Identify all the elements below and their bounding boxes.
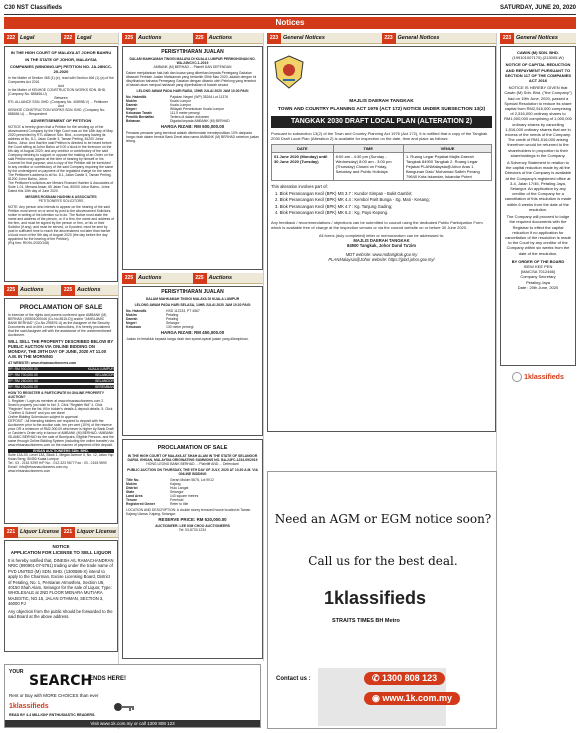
auctioneer-website[interactable]: www.ehsanauctioneers.com bbox=[8, 469, 51, 473]
detail-key: Keluasan Tanah bbox=[126, 111, 152, 115]
capital-reduction-notice bbox=[500, 46, 576, 366]
affected-areas bbox=[271, 184, 492, 217]
area-item: 2. Blok Perancangan Kecil (BPK) MK 4.4 : Kembol Parit Bunga - Sg. Mati - Kesang; bbox=[275, 197, 430, 202]
ad-call-to-action: Call us for the best deal. bbox=[308, 554, 458, 568]
notice-text: Dated this 10th day of June 2020. bbox=[8, 189, 59, 193]
section-code: 225 bbox=[122, 273, 136, 284]
phone-icon: ✆ bbox=[372, 673, 383, 683]
perisytiharan-jualan-2 bbox=[122, 286, 263, 436]
section-code: 225 bbox=[193, 33, 207, 44]
table-header-row bbox=[272, 145, 492, 153]
lot-state: SELANGOR bbox=[95, 373, 114, 377]
section-code: 222 bbox=[4, 33, 18, 44]
section-header-legal bbox=[4, 33, 118, 44]
notice-signature: PETITIONER'S SOLICITORS bbox=[38, 199, 84, 203]
auctioneer-email: Email : info@ehsanauctioneers.com.my bbox=[8, 465, 68, 469]
proclamation-of-sale-shah-alam bbox=[122, 439, 263, 659]
section-title: Auctions bbox=[208, 275, 233, 281]
proclamation-court: IN THE HIGH COURT OF MALAYA AT SHAH ALAM IN THE STATE OF SELANGOR DARUL EHSAN, MALAYSIA ORIGINATING SUMMONS NO. BA-24FC-1234-09/2019 bbox=[127, 454, 258, 462]
notice-court: DALAM MAHKAMAH TINGGI MALAYA DI KUALA LUMPUR bbox=[145, 297, 240, 301]
detail-key: Negeri bbox=[126, 107, 137, 111]
notices-banner: Notices bbox=[4, 17, 576, 29]
notice-text: Dalam menjalankan hak-hak dan kuasa yang diberikan kepada Pemegang Gadaian dibawah Perintah Jualan Mahkamah yang bertarikh 05hb Mac 2020, adalah dengan ini diisytiharkan bahawa Pemegang Gadaian dengan dibantu oleh Pelelong yang tersebut di bawah akan menjual hartanah yang diperihalkan di bawah secara bbox=[126, 71, 257, 87]
ad-contact-label: Contact us : bbox=[276, 676, 311, 682]
notice-title: NOTICE OF CAPITAL REDUCTION AND REPAYMENT PURSUANT TO SECTION 117 OF THE COMPANIES ACT 2016 bbox=[504, 62, 572, 84]
detail-key: Daerah bbox=[126, 103, 138, 107]
brand-name: 1klassifieds bbox=[524, 373, 564, 381]
council-website[interactable]: MDT website: www.mdtangkak.gov.my bbox=[345, 251, 418, 257]
notice-heading: COMPANIES (WINDING-UP) PETITION NO. JA-28NCC-20-2020 bbox=[9, 64, 113, 74]
section-title: Auctions bbox=[208, 35, 233, 41]
section-code: 223 bbox=[382, 33, 396, 44]
proclamation-parties: HONG LEONG BANK BERHAD ... Plaintiff AND ... Defendant bbox=[146, 462, 239, 466]
column-legal bbox=[4, 33, 119, 729]
inspection-schedule-table bbox=[271, 144, 492, 181]
detail-value: Refer to title bbox=[170, 502, 189, 506]
notice-date: Date : 20th June, 2020 bbox=[517, 284, 559, 290]
majlis-daerah-tangkak-notice bbox=[267, 46, 496, 432]
agm-egm-notice-ad[interactable] bbox=[267, 471, 497, 729]
detail-value: Kuala Lumpur bbox=[170, 99, 192, 103]
section-code: 225 bbox=[193, 273, 207, 284]
ad-your: YOUR bbox=[9, 669, 24, 675]
detail-value: Geran Mukim 5678, Lot 9012 bbox=[170, 478, 214, 482]
auctioneer-phone: Tel : 03 - 2161 9299 H/P No. : 012-323 9677 Fax : 03 - 2163 9690 bbox=[8, 461, 107, 465]
proclamation-auction: PUBLIC AUCTION ON THURSDAY, THE 9TH DAY OF JULY, 2020 AT 10.30 A.M. VIA ONLINE BIDDING bbox=[127, 468, 258, 476]
ad-brand-logo: 1klassifieds bbox=[324, 588, 427, 608]
column-general-notices-right bbox=[500, 33, 576, 729]
ad-partner-papers: STRAITS TIMES BH Metro bbox=[332, 618, 400, 624]
column-general-notices bbox=[267, 33, 497, 729]
detail-value: Pajakan Negeri (WP) 35264 Lot 11376 bbox=[170, 95, 228, 99]
section-header-auctions bbox=[122, 33, 263, 44]
detail-value: 130 meter persegi bbox=[166, 325, 194, 329]
column-header: DATE bbox=[272, 145, 334, 153]
section-header-general bbox=[500, 33, 576, 44]
detail-key: Mukim bbox=[126, 482, 137, 486]
detail-value: 143 square metres bbox=[170, 494, 199, 498]
section-title: General Notices bbox=[283, 35, 325, 41]
section-title: Legal bbox=[77, 35, 92, 41]
detail-value: Kuala Lumpur bbox=[170, 103, 192, 107]
notice-text: Jualan ini tertakluk kepada harga rizab dan syarat-syarat jualan yang dilampirkan. bbox=[126, 337, 249, 341]
council-name: MAJLIS DAERAH TANGKAK bbox=[349, 99, 414, 104]
column-header: VENUE bbox=[403, 145, 491, 153]
notice-title: PERISYTIHARAN JUALAN bbox=[161, 49, 224, 55]
proclamation-text: In exercise of the rights and powers conferred upon AMBANK (M) BERHAD (195501000046 (Co.No.8515-D)) and/or "AMISLAMIC BANK BERHAD" (Co.No.295576-U) as the Assignee of the Security Documents and on the Lender's instructions, it is hereby proclaimed that the said Assignee will with the assistance of the undermentioned Auctioneer. bbox=[8, 313, 112, 337]
feedback-note: Any feedback / recommendations / objections can be submitted to council using the dedicated Public Participation Form which is available free of charge at the inspection venues or via the council website on or before 30 June 2020. bbox=[271, 219, 483, 230]
website-url: www.1k.com.my bbox=[382, 693, 453, 703]
how-to-steps: 1. Register / Login as member at www.ehsanauctioneers.com 2. Search property you wish to bid. 3. Click "Register Bid" 4. Click "Register" from the list, fill in bidder's details & deposit details. 5. Click "Confirm & Submit" and you are done! bbox=[8, 399, 113, 415]
deposit-note: DEPOSIT : All intending bidders are required to deposit with the Auctioneer prior to the auction sale, ten per cent (10%) of the reserve price OR a minimum of RM2,000.00 whichever is higher by Bank Draft or Cashier's Order only in favour of AMBANK (M) BERHAD / AMBANK ISLAMIC BERHAD for the sale of Bumiputra, Eligible Persons, and the same through Online Bidding System (including the online transfer) via www.ehsanauctioneers.com on the manner of payment of the deposit. bbox=[8, 419, 114, 447]
perisytiharan-jualan-1 bbox=[122, 46, 263, 270]
detail-value: Petaling bbox=[166, 313, 179, 317]
notice-party: RTL ALLIANCE SDN. BHD. (Company No. 408998-V) ... Petitioner bbox=[8, 100, 109, 104]
lot-row bbox=[8, 367, 114, 371]
auctioneer-phone: Tel: 03-8733 1234 bbox=[178, 528, 207, 532]
deposit-note: Penawar-penawar yang berminat adalah dikehendaki mendepositkan 10% daripada harga rizab dalam bentuk Bank Deraf atas nama AMBANK (M) BERHAD sebelum jualan lelong. bbox=[126, 131, 259, 143]
car-key-icon bbox=[113, 701, 135, 713]
planning-act: TOWN AND COUNTRY PLANNING ACT 1976 (ACT 172) NOTICE UNDER SUBSECTION 13(2) bbox=[277, 107, 486, 112]
proclamation-auction: WILL SELL THE PROPERTY DESCRIBED BELOW BY PUBLIC AUCTION VIA ONLINE BIDDING ON MONDAY, THE 29TH DAY OF JUNE, 2020 AT 11.00 A.M. IN THE MORNING bbox=[8, 339, 114, 359]
liquor-subtitle: APPLICATION FOR LICENSE TO SELL LIQUOR bbox=[10, 550, 112, 555]
draft-plan-title: TANGKAK 2030 DRAFT LOCAL PLAN (ALTERATION 2) bbox=[271, 116, 492, 128]
detail-value: Freehold bbox=[170, 498, 184, 502]
detail-row bbox=[126, 325, 259, 329]
table-row bbox=[272, 153, 492, 181]
section-header-auctions bbox=[122, 273, 263, 284]
address-line: MAJLIS DAERAH TANGKAK bbox=[353, 237, 410, 243]
notice-parties: AMBANK (M) BERHAD ... Plaintif DAN DEFENDAN bbox=[153, 65, 232, 69]
ad-readership: READ BY 4.4 MILLION* ENTHUSIASTIC READERS. bbox=[9, 713, 96, 717]
detail-key: State bbox=[126, 490, 135, 494]
detail-key: No. Hakmilik bbox=[126, 309, 147, 313]
liquor-body: It is hereby notified that, DINESH A/L RAMACHANDRAN NRIC (890901-07-5761) trading under the trade name of PVD UNITED (M) SDN. BHD. (1300586-X) intend to apply to the Chairman, Excise Licensing Board, District of Petaling, No. 1, Persiaran Atmosfera, Section U5, 40150 Shah Alam, Selangor for the sale of Liquor, Type: WHOLESALE at 2ND FLOOR MENARA MUTIARA MAJESTIC, NO.15, JALAN OTHMAN, SECTION 3, 46000 PJ bbox=[8, 558, 114, 607]
column-auctions bbox=[122, 33, 264, 661]
masthead-left: C30 NST Classifieds bbox=[4, 5, 63, 11]
detail-key: Daerah bbox=[126, 317, 138, 321]
masthead-date: SATURDAY, JUNE 20, 2020 bbox=[499, 5, 576, 11]
detail-value: Kajang bbox=[170, 482, 181, 486]
notice-text: A Solvency Statement in relation to the capital reduction made by all the Directors of the Company is available at the Company's registered office at 3-4, Jalan 17/45, Petaling Jaya, Selangor. An application by any creditor of the Company for a cancellation of this resolution is made within 6 weeks from the date of the resolution. bbox=[504, 160, 572, 212]
notice-text: And bbox=[57, 104, 65, 108]
lot-row bbox=[8, 373, 114, 377]
section-code: 223 bbox=[267, 33, 281, 44]
column-header: TIME bbox=[333, 145, 403, 153]
detail-key: Keluasan bbox=[126, 325, 142, 329]
section-title: Liquor License bbox=[77, 529, 117, 535]
legal-winding-up-notice bbox=[4, 46, 118, 282]
planmalaysia-website[interactable]: PLANMalaysia@Johor website: https://jpbd.johor.gov.my/ bbox=[328, 257, 435, 262]
notice-text: (Ruj Kes: RKH/L/2020/148) bbox=[8, 241, 50, 245]
proclamation-website: AT WEBSITE: www.ehsanauctioneers.com bbox=[8, 361, 77, 365]
ad-question: Need an AGM or EGM notice soon? bbox=[274, 512, 492, 526]
liquor-objection: Any objection from the public should be forwarded to the said Board at the above address. bbox=[8, 608, 113, 620]
property-details bbox=[126, 95, 259, 123]
notice-party: KENHOE CONSTRUCTION WORKS SDN. BHD. (Company No. 888456-U) ... Respondent bbox=[8, 108, 106, 116]
areas-title: This alteration involves part of: bbox=[271, 184, 328, 189]
notice-heading: IN THE STATE OF JOHOR, MALAYSIA bbox=[25, 57, 97, 62]
section-code: 225 bbox=[61, 285, 75, 296]
proclamation-of-sale-ehsan bbox=[4, 298, 118, 524]
notice-text: The Company will proceed to lodge the required documents with the Registrar to effect the capital reduction if no application for cancellation of the resolution is made to the Court by any creditor of the Company within six weeks from the date of the resolution. bbox=[505, 214, 571, 256]
notice-place: Petaling Jaya bbox=[525, 279, 550, 285]
detail-key: Negeri bbox=[126, 321, 137, 325]
lot-state: SELANGOR bbox=[95, 379, 114, 383]
phone-number: 1300 808 123 bbox=[382, 673, 438, 683]
area-item: 3. Blok Perancangan Kecil (BPK) MK 4.7 : Kg. Tanjung Gading; bbox=[275, 203, 393, 209]
notice-text: In the Matter of KENHOE CONSTRUCTION WORKS SDN. BHD. (Company No. 888456-U) bbox=[8, 88, 107, 96]
section-title: General Notices bbox=[397, 35, 440, 41]
notice-court: DALAM MAHKAMAH TINGGI MALAYA DI KUALA LUMPUR PERMOHONAN NO. WA-24NCVC-1-2019 bbox=[129, 57, 256, 65]
company-regno: (199101007170) (213005-W) bbox=[512, 55, 564, 61]
detail-key: Bebanan bbox=[126, 119, 141, 123]
detail-key: Pemilik Berdaftar bbox=[126, 115, 154, 119]
section-title: Auctions bbox=[77, 287, 101, 293]
detail-key: Mukim bbox=[126, 313, 137, 317]
lot-reserve: RP: RM 900,000.00 bbox=[8, 367, 38, 371]
notice-text: Between bbox=[54, 96, 68, 100]
lot-reserve: RP: RM 280,000.00 bbox=[8, 379, 38, 383]
notice-text: The Petitioner's solicitors are Messrs Rosnani Hashim & Associates of Suite 1-01, Menara Ansar, 65 Jalan Trus, 80000 Johor Bahru, Johor. bbox=[8, 181, 114, 189]
lot-reserve: RP: RM 230,000.00 bbox=[8, 385, 38, 389]
detail-key: Registered Owner bbox=[126, 502, 156, 506]
section-code: 222 bbox=[61, 33, 75, 44]
auctioneer-address: Suite 13A-03, Level 13A, Block 1, Megan Avenue II, No. 12, Jalan Yap Kwan Seng, 50450 Kuala Lumpur bbox=[8, 453, 114, 461]
section-code: 221 bbox=[4, 527, 18, 538]
section-title: Liquor License bbox=[20, 529, 60, 535]
detail-value: Wilayah Persekutuan Kuala Lumpur bbox=[170, 107, 225, 111]
section-title: Auctions bbox=[20, 287, 44, 293]
section-title: Auctions bbox=[138, 275, 162, 281]
auction-date: LELONG AWAM PADA HARI SELASA, 14HB JULAI 2020 JAM 10.30 PAGI bbox=[134, 303, 251, 307]
section-title: Auctions bbox=[138, 35, 162, 41]
search-ends-here-ad[interactable] bbox=[4, 664, 261, 728]
ad-phone[interactable] bbox=[364, 672, 445, 685]
lot-state: KUALA LUMPUR bbox=[87, 367, 114, 371]
detail-value: Selangor bbox=[170, 490, 184, 494]
globe-icon: ◉ bbox=[372, 693, 383, 703]
proclamation-lot-list bbox=[8, 367, 114, 389]
area-item: 1. Blok Perancangan Kecil (BPK) MS 3.7 : Kundor Simpan - Bukit Gambir; bbox=[275, 190, 413, 196]
table-cell-date: 01 June 2020 (Monday) until 30 June 2020 (Tuesday) bbox=[272, 153, 334, 181]
company-name: CAWIN (M) SDN. BHD. bbox=[517, 50, 559, 55]
section-header-liquor bbox=[4, 527, 118, 538]
notice-text: The Petitioner's address is at No. 8-1, Jalan Castle 3, Taman Perling, 81200 Johor Bahru, Johor. bbox=[8, 173, 112, 181]
notice-text: And bbox=[57, 84, 65, 88]
section-header-general bbox=[267, 33, 496, 44]
table-cell-time: 8:00 am - 4:30 pm (Sunday - Wednesday) 8:00 am - 3:00 pm (Thursday) Closed on Friday, Saturday and Public Holidays bbox=[333, 153, 403, 181]
section-code: 223 bbox=[500, 33, 514, 44]
property-location: LOCATION AND DESCRIPTION: A double storey terraced house located at Taman Kajang Utama, Kajang, Selangor. bbox=[126, 508, 251, 516]
ad-subline: Rent or Buy with MORE CHOICES than ever bbox=[9, 693, 99, 698]
detail-value: Hulu Langat bbox=[170, 486, 189, 490]
lot-row bbox=[8, 385, 114, 389]
proclamation-title: PROCLAMATION OF SALE bbox=[157, 445, 228, 451]
detail-key: Land Area bbox=[126, 494, 143, 498]
ad-contact-bar[interactable]: Visit www.1k.com.my or call 1300 808 123 bbox=[5, 720, 260, 727]
majlis-crest-icon bbox=[271, 54, 307, 90]
reserve-price: RESERVE PRICE: RM 520,000.00 bbox=[158, 517, 227, 522]
section-code: 225 bbox=[4, 285, 18, 296]
how-to-title: HOW TO REGISTER & PARTICIPATE IN ONLINE PROPERTY AUCTION? bbox=[8, 391, 104, 399]
detail-value: 111.5 meter persegi bbox=[170, 111, 200, 115]
ad-website[interactable] bbox=[364, 692, 460, 705]
notice-heading: IN THE HIGH COURT OF MALAYA AT JOHOR BAHRU bbox=[10, 50, 112, 55]
masthead bbox=[4, 3, 576, 15]
detail-key: No. Hakmilik bbox=[126, 95, 147, 99]
liquor-license-notice bbox=[4, 540, 118, 652]
auction-date: LELONG AWAM PADA HARI RABU, 15HB JULAI 2020 JAM 10.00 PAGI bbox=[136, 89, 249, 93]
detail-key: Mukim bbox=[126, 99, 137, 103]
auctioneer-firm: AUCTIONEER: LEE KIM CHOO AUCTIONEERS bbox=[155, 524, 230, 528]
ad-search-headline: SEARCH bbox=[29, 673, 93, 689]
area-item: 4. Blok Perancangan Kecil (BPK) MK 6.2 : Kg. Payo Kepong. bbox=[275, 210, 389, 215]
by-order: BY ORDER OF THE BOARD bbox=[511, 258, 565, 264]
detail-row bbox=[126, 119, 259, 123]
section-title: Legal bbox=[20, 35, 35, 41]
section-title: General Notices bbox=[516, 35, 558, 41]
ad-brand-logo: 1klassifieds bbox=[9, 703, 49, 710]
detail-value: Selangor bbox=[166, 321, 180, 325]
detail-key: Title No. bbox=[126, 478, 140, 482]
detail-key: District bbox=[126, 486, 138, 490]
notice-text: NOTICE IS HEREBY GIVEN that Cawin (M) Sdn. Bhd. ("the Company") had on 19th June, 2020, passed a Special Resolution to reduce its share capital from RM2,516,000 comprising of 2,516,000 ordinary shares to RM1,000,000 comprising of 1,000,000 ordinary shares by cancelling 1,516,000 ordinary shares that are in excess of the needs of the Company. The credit of RM1,516,000 arising therefrom would be returned to the shareholders in proportion to their shareholdings in the Company. bbox=[504, 85, 572, 158]
secretary-id: (MAICSA 7012466) bbox=[520, 269, 556, 275]
plan-intro: Pursuant to subsection 13(2) of the Town and Country Planning Act 1976 (Act 172), it is notified that a copy of the Tangkak 2030 Draft Local Plan (Alteration 2) is available for inspection on the date, time and place as follows: bbox=[271, 131, 488, 141]
klassifieds-logo bbox=[500, 372, 576, 382]
lot-reserve: RP: RM 700,000.00 bbox=[8, 373, 38, 377]
lot-state: SEREMBAN bbox=[94, 385, 114, 389]
notice-text: NOTE: Any person who intends to appear on the hearing of the said Petition must serve on or send by post to the abovenamed Solicitors, notice in writing of his intention so to do. The Notice must state the name and address of the person, or, if a firm, the name and address of the firm, and must be signed by the person or firm, or his or their Solicitor (if any), and must be served, or if posted, must be sent by post in sufficient time to reach the abovenamed not later than twelve o'clock noon of the 5th day of August 2020 (the day before the day appointed for the hearing of the Petition). bbox=[8, 205, 114, 241]
address-line: 84900 Tangkak, Johor Darul Ta'zim bbox=[346, 243, 417, 248]
detail-value: HSD 112233, PT 4567 bbox=[166, 309, 200, 313]
address-note: All forms (duly completed) letter or memorandum can be addressed to: bbox=[318, 232, 445, 238]
secretary-title: Company Secretary bbox=[520, 274, 556, 280]
globe-icon bbox=[512, 372, 522, 382]
liquor-title: NOTICE bbox=[52, 544, 70, 549]
detail-key: Tenure bbox=[126, 498, 138, 502]
secretary-name: SIEW KEE PEN bbox=[523, 263, 553, 269]
proclamation-title: PROCLAMATION OF SALE bbox=[19, 304, 103, 311]
reserve-price: HARGA RIZAB: RM 600,000.00 bbox=[160, 124, 225, 129]
detail-value: Tertera di dalam dokumen bbox=[170, 115, 210, 119]
approval-note: Online Bidding Submission subject to approval bbox=[8, 415, 78, 419]
section-code: 221 bbox=[61, 527, 75, 538]
notice-heading: ADVERTISEMENT OF PETITION bbox=[30, 118, 92, 123]
notice-title: PERISYTIHARAN JUALAN bbox=[161, 289, 224, 295]
notice-text: In the Matter of Section 465 (1) (e), read with Section 466 (1) (a) of the Companies Act 2016 bbox=[8, 76, 114, 84]
section-code: 225 bbox=[122, 33, 136, 44]
section-header-auctions bbox=[4, 285, 118, 296]
lot-row bbox=[8, 379, 114, 383]
reserve-price: HARGA RIZAB: RM 450,000.00 bbox=[160, 330, 225, 335]
notice-signature: MESSRS ROSNANI HASHIM & ASSOCIATES bbox=[25, 195, 97, 199]
masthead-rule bbox=[4, 14, 576, 15]
ad-ends-here: ENDS HERE! bbox=[89, 676, 127, 682]
detail-value: Digadai kepada AMBANK (M) BERHAD bbox=[170, 119, 230, 123]
detail-row bbox=[126, 502, 259, 506]
detail-value: Petaling bbox=[166, 317, 179, 321]
table-cell-venue: 1. Ruang Legar Pejabat Majlis Daerah Tangkak 84900 Tangkak 2. Ruang Legar Pejabat PLANMalaysia@Johor Aras 1 Bangunan Dato' Mohamad Salleh Perang 79640 Kota Iskandar, Iskandar Puteri bbox=[403, 153, 491, 181]
notice-text: NOTICE is hereby given that a Petition for the winding up of the abovenamed Company by the High Court was on the 18th day of May 2020 presented by RTL Alliance Sdn. Bhd., a company having its address at No. 8-1, Jalan Castle 3, Taman Perling, 81200 Johor Bahru, Johor. And that the said Petition is directed to be heard before the Court sitting at Johor Bahru at 9.00 o'clock in the forenoon on the 6th day of August 2020; and any creditor or contributory of the said Company desiring to support or oppose the making of an Order on the said Petition may appear at the time of hearing by himself or his Counsel for that purpose; and a copy of the Petition will be furnished to any creditor or contributory of the said Company requiring the same by the undersigned on payment of the regulated charge for the same. bbox=[8, 125, 114, 173]
auctioneer-firm: EHSAN AUCTIONEERS SDN. BHD. bbox=[8, 449, 114, 453]
